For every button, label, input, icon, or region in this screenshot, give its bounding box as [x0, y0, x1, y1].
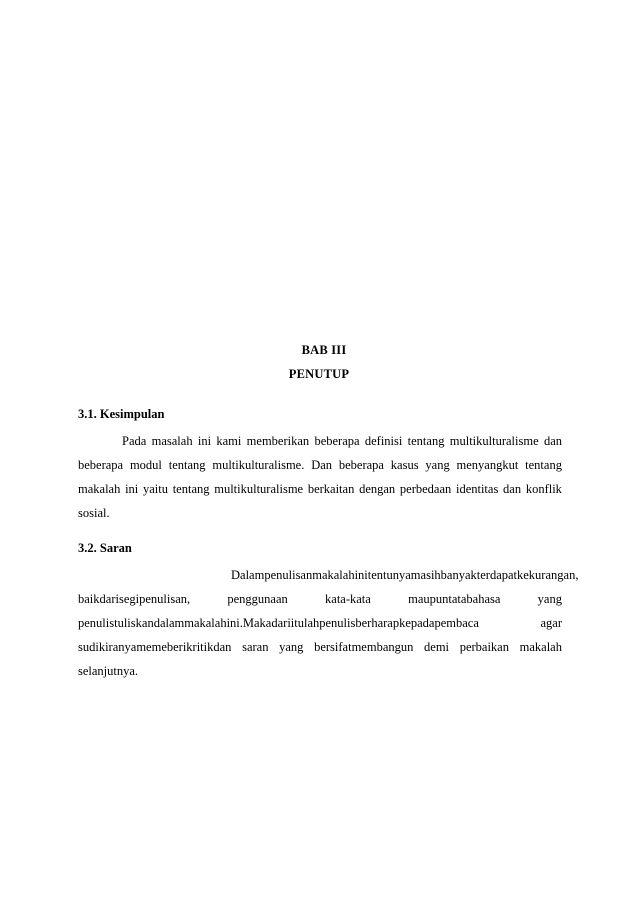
- word: perbedaan: [399, 482, 452, 496]
- word: dan: [543, 434, 562, 448]
- paragraph-line: [78, 587, 562, 611]
- word: yang: [425, 458, 450, 472]
- word: kasus: [390, 458, 419, 472]
- paragraph-line: [78, 563, 579, 587]
- chapter-title: [0, 367, 638, 382]
- word: sosial.: [78, 506, 110, 520]
- word: tentang: [407, 434, 445, 448]
- word: kata-kata: [325, 592, 371, 606]
- word: agar: [540, 616, 562, 630]
- chapter-number-text: BAB III: [301, 343, 347, 357]
- word: beberapa: [78, 458, 124, 472]
- word: identitas: [455, 482, 499, 496]
- chapter-title-text: PENUTUP: [288, 367, 350, 381]
- paragraph-saran: [78, 563, 579, 683]
- word: yang: [537, 592, 562, 606]
- word: definisi: [364, 434, 403, 448]
- word: Pada: [122, 434, 147, 448]
- word: ini: [125, 482, 139, 496]
- word: yang: [279, 640, 304, 654]
- word: tentang: [168, 458, 206, 472]
- word: dan: [503, 482, 522, 496]
- section-heading-kesimpulan: 3.1. Kesimpulan: [78, 407, 165, 421]
- word: Dan: [311, 458, 333, 472]
- word: beberapa: [338, 458, 384, 472]
- paragraph-kesimpulan: [78, 429, 562, 525]
- word: berkaitan: [307, 482, 355, 496]
- word: makalah: [519, 640, 562, 654]
- word: penulistuliskandalammakalahini.Makadariitulahpenulisberharapkepadapembaca: [78, 616, 479, 630]
- word: tentang: [172, 482, 210, 496]
- word: perbaikan: [459, 640, 509, 654]
- word: tentang: [525, 458, 562, 472]
- paragraph-line: [78, 477, 562, 501]
- paragraph-line: [78, 501, 562, 525]
- word: Dalampenulisanmakalahinitentunyamasihbanyakterdapatkekurangan,: [231, 568, 579, 582]
- word: sudikiranyamemeberikritikdan: [78, 640, 232, 654]
- word: multikulturalisme: [449, 434, 539, 448]
- paragraph-line: [78, 611, 562, 635]
- word: demi: [424, 640, 450, 654]
- word: ini: [197, 434, 212, 448]
- paragraph-line: [78, 659, 562, 683]
- word: makalah: [78, 482, 121, 496]
- word: konflik: [525, 482, 562, 496]
- word: maupuntatabahasa: [408, 592, 501, 606]
- paragraph-line: [78, 635, 562, 659]
- paragraph-line: [78, 429, 562, 453]
- word: multikulturalisme.: [212, 458, 305, 472]
- word: penggunaan: [227, 592, 288, 606]
- word: dengan: [359, 482, 396, 496]
- word: selanjutnya.: [78, 664, 139, 678]
- chapter-number: [0, 343, 638, 358]
- word: menyangkut: [456, 458, 519, 472]
- word: yaitu: [142, 482, 168, 496]
- paragraph-line: [78, 453, 562, 477]
- word: baikdarisegipenulisan,: [78, 592, 191, 606]
- word: saran: [242, 640, 269, 654]
- word: kami: [216, 434, 242, 448]
- word: masalah: [151, 434, 193, 448]
- word: beberapa: [314, 434, 360, 448]
- section-heading-saran: 3.2. Saran: [78, 541, 132, 555]
- word: memberikan: [246, 434, 310, 448]
- word: modul: [129, 458, 162, 472]
- word: bersifatmembangun: [314, 640, 414, 654]
- word: multikulturalisme: [214, 482, 304, 496]
